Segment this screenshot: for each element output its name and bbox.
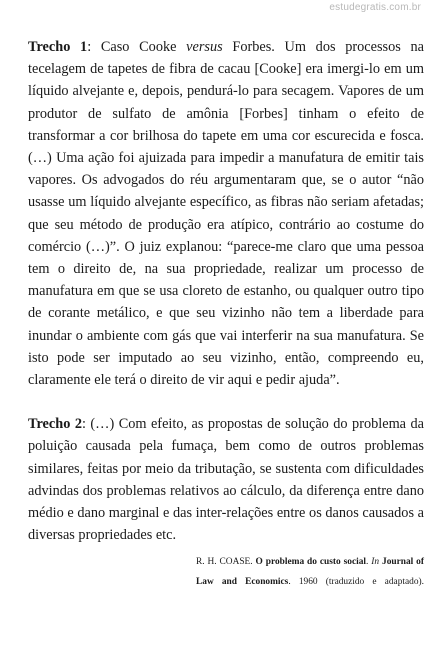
document-body: [28, 36, 424, 602]
citation-title: O problema do custo social: [255, 557, 367, 568]
trecho-1-text: Forbes. Um dos processos na tecelagem de tapetes de fibra de cacau [Cooke] era imergi-lo em um líquido alvejante e, depois, pendurá-lo para secagem. Vapores de um produtor de sulfato de amônia [Forbes] tinham o efeito de transformar a cor brilhosa do tapete em uma cor escurecida e fosca. (…) Uma ação foi ajuizada para impedir a manufatura de emitir tais vapores. Os advogados do réu argumentaram que, se o autor “não usasse um líquido alvejante específico, as fibras não seriam afetadas; que seu método de produção era atípico, contrário ao costume do comércio (…)”. O juiz explanou: “parece-me claro que uma pessoa tem o direito de, na sua propriedade, realizar um processo de manufatura em que se usa cloreto de estanho, ou qualquer outro tipo de corante metálico, e que seu vizinho não tem a liberdade para inundar o ambiente com gás que vai interferir na sua manufatura. Se isto pode ser imputado ao seu vizinho, então, compreendo eu, claramente ele terá o direito de vir aqui e pedir ajuda”.: [28, 39, 424, 389]
trecho-1-label: Trecho 1: [28, 39, 88, 55]
trecho-2-paragraph: [28, 413, 424, 546]
trecho-2-label: Trecho 2: [28, 416, 82, 433]
watermark: estudegratis.com.br: [329, 2, 421, 13]
trecho-1-separator: :: [87, 39, 101, 55]
citation-in-sep: .: [366, 557, 372, 568]
trecho-1-italic: versus: [186, 39, 223, 55]
trecho-2-separator: :: [81, 416, 91, 433]
trecho-1-paragraph: [28, 36, 424, 391]
citation-journal: Journal of Law and Economics: [196, 557, 424, 588]
trecho-1-pre: Caso Cooke: [100, 39, 187, 55]
citation: [28, 552, 424, 592]
trecho-2-text: (…) Com efeito, as propostas de solução do problema da poluição causada pela fumaça, bem como de outros problemas similares, feitas por meio da tributação, se sustenta com dificuldades advindas dos problemas relativos ao cálculo, da diferença entre dano médio e dano marginal e das inter-relações entre os danos causados a diversas propriedades etc.: [28, 416, 424, 544]
citation-rest: . 1960 (traduzido e adaptado).: [288, 577, 424, 588]
citation-author: R. H. COASE.: [196, 557, 256, 568]
citation-in: In: [371, 557, 380, 568]
